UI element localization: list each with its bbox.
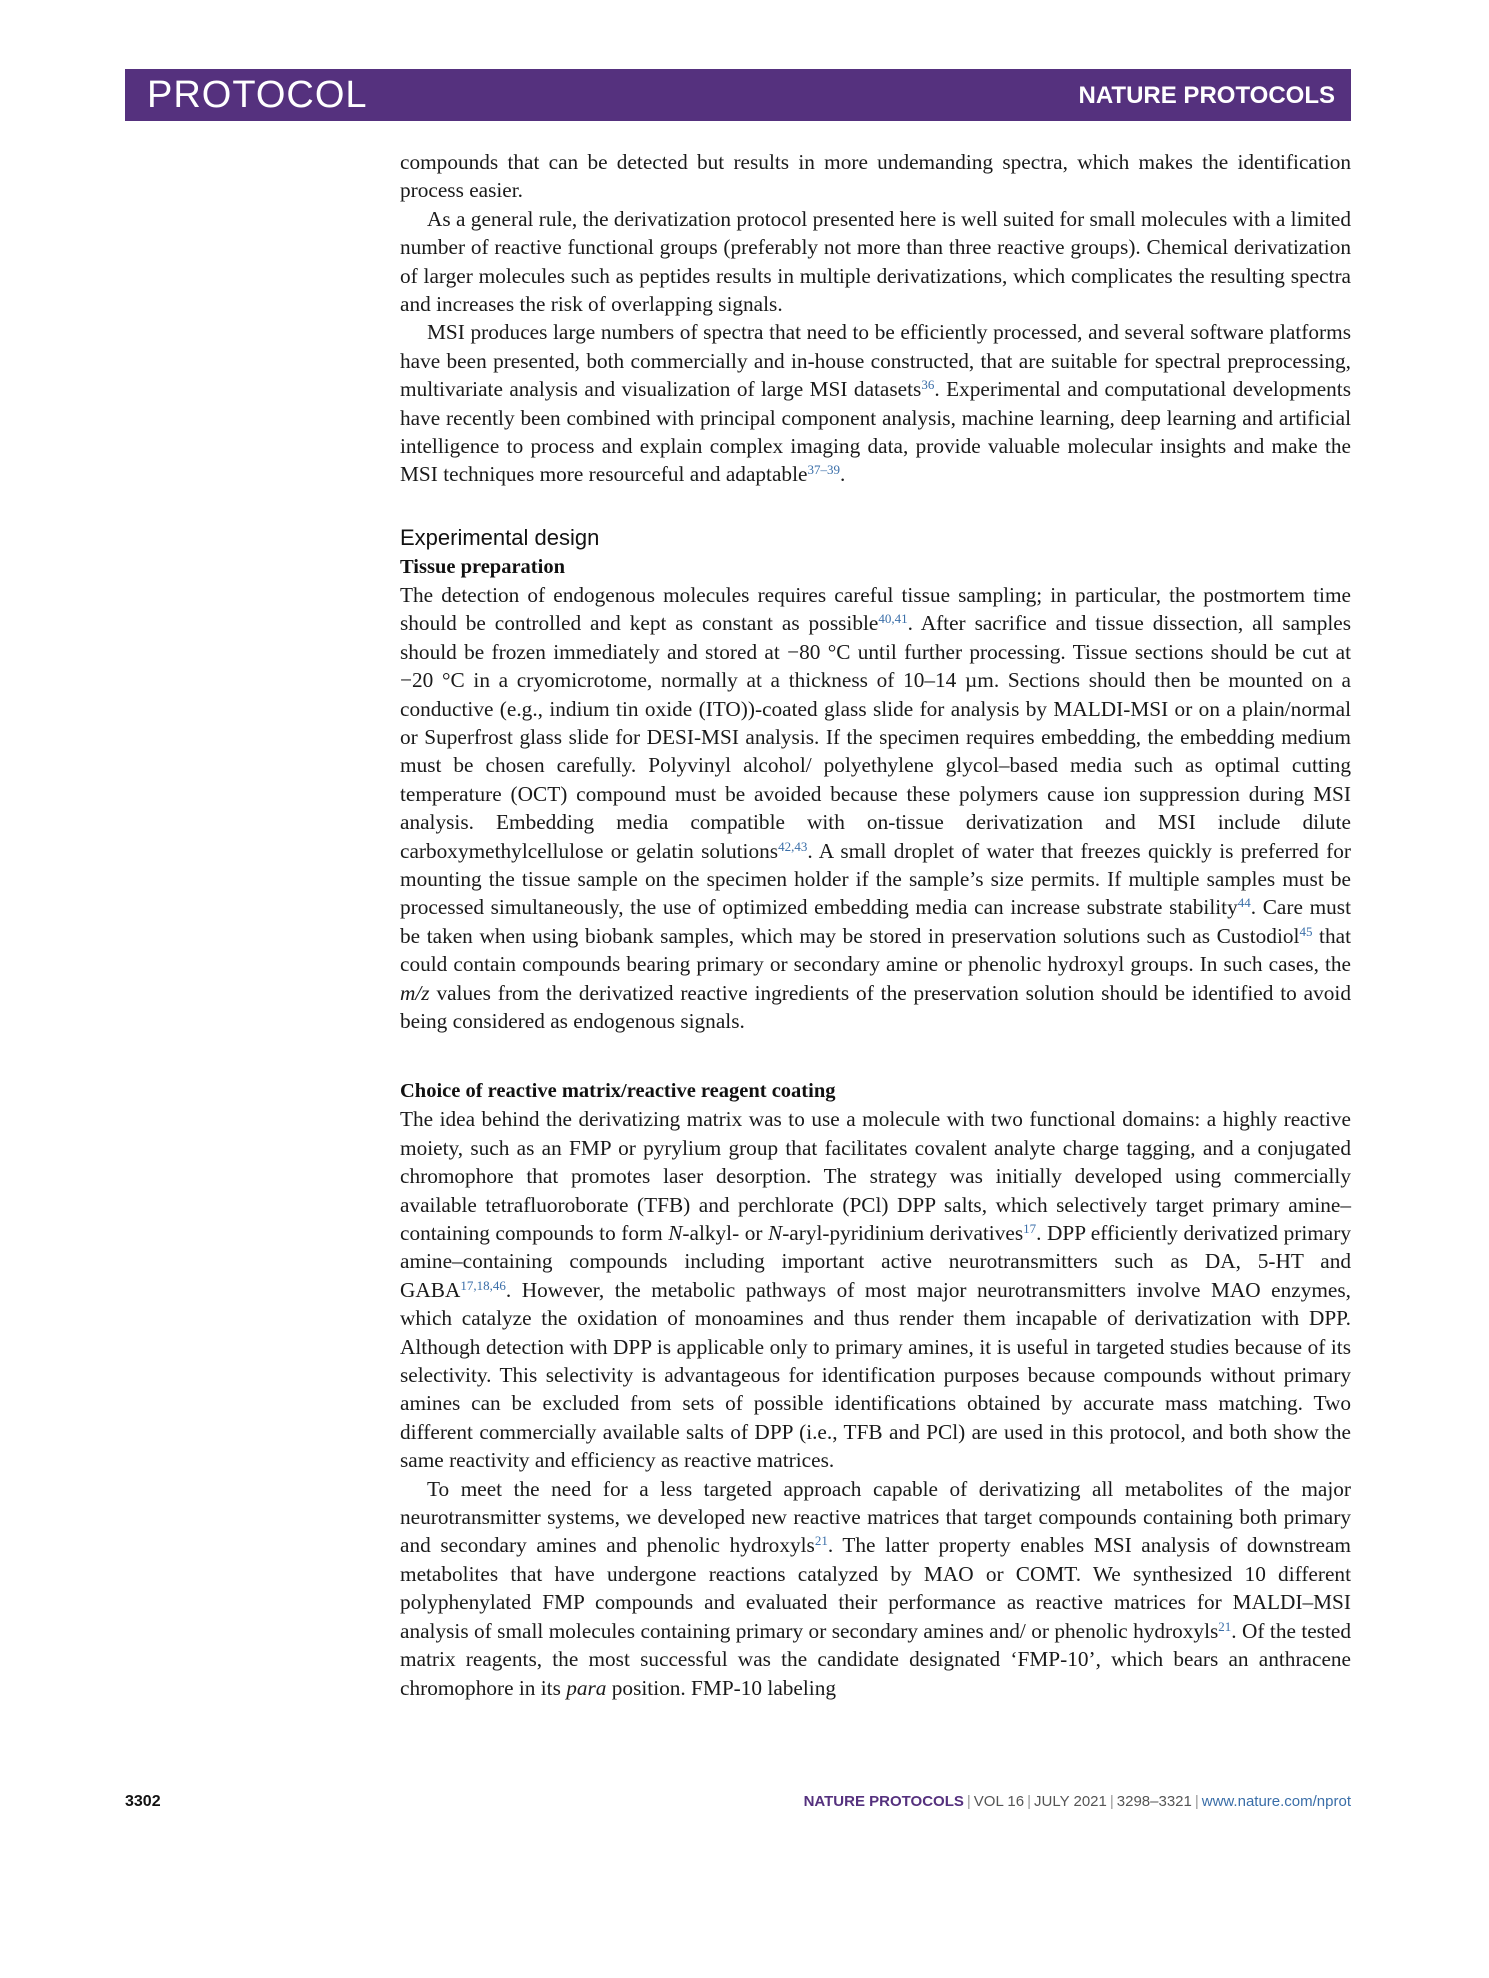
journal-name: NATURE PROTOCOLS <box>1078 82 1335 109</box>
page-number: 3302 <box>125 1793 161 1810</box>
reference-link[interactable]: 45 <box>1299 923 1313 939</box>
section-heading: Experimental design <box>400 524 600 550</box>
footer-citation: NATURE PROTOCOLS | VOL 16 | JULY 2021 | 3298–3321 | www.nature.com/nprot <box>803 1793 1351 1810</box>
subsection-heading-tissue-preparation: Tissue preparation <box>400 555 565 578</box>
paragraph-6: To meet the need for a less targeted approach capable of derivatizing all metabolites of the major neurotransmitter systems, we developed new reactive matrices that target compounds containing both primary and secondary amines and phenolic hydroxyls$^{21}$. The latter property enables MSI analysis of downstream metabolites that have undergone reactions catalyzed by MAO or COMT. We synthesized 10 different polyphenylated FMP compounds and evaluated their performance as reactive matrices for MALDI–MSI analysis of small molecules containing primary or secondary amines and/ or phenolic hydroxyls$^{21}$. Of the tested matrix reagents, the most successful was the candidate designated ‘FMP-10’, which bears an anthracene chromophore in its para position. FMP-10 labeling <box>400 1476 1351 1700</box>
paragraph-1: compounds that can be detected but results in more undemanding spectra, which makes the identification process easier. <box>400 150 1351 203</box>
paragraph-5: The idea behind the derivatizing matrix was to use a molecule with two functional domains: a highly reactive moiety, such as an FMP or pyrylium group that facilitates covalent analyte charge tagging, and a conjugated chromophore that promotes laser desorption. The strategy was initially developed using commercially available tetrafluoroborate (TFB) and perchlorate (PCl) DPP salts, which selectively target primary amine–containing compounds to form N-alkyl- or N-aryl-pyridinium derivatives$^{17}$. DPP efficiently derivatized primary amine–containing compounds including important active neurotransmitters such as DA, 5-HT and GABA$^{17,18,46}$. However, the metabolic pathways of most major neurotransmitters involve MAO enzymes, which catalyze the oxidation of monoamines and thus render them incapable of derivatization with DPP. Although detection with DPP is applicable only to primary amines, it is useful in targeted studies because of its selectivity. This selectivity is advantageous for identification purposes because compounds without primary amines can be excluded from sets of possible identifications obtained by accurate mass matching. Two different commercially available salts of DPP (i.e., TFB and PCl) are used in this protocol, and both show the same reactivity and efficiency as reactive matrices. <box>400 1107 1351 1473</box>
reference-link[interactable]: 17,18,46 <box>460 1277 506 1293</box>
paragraph-4: The detection of endogenous molecules requires careful tissue sampling; in particular, the postmortem time should be controlled and kept as constant as possible$^{40,41}$. After sacrifice and tissue dissection, all samples should be frozen immediately and stored at −80 °C until further processing. Tissue sections should be cut at −20 °C in a cryomicrotome, normally at a thickness of 10–14 µm. Sections should then be mounted on a conductive (e.g., indium tin oxide (ITO))-coated glass slide for analysis by MALDI-MSI or on a plain/normal or Superfrost glass slide for DESI-MSI analysis. If the specimen requires embedding, the embedding medium must be chosen carefully. Polyvinyl alcohol/ polyethylene glycol–based media such as optimal cutting temperature (OCT) compound must be avoided because these polymers cause ion suppression during MSI analysis. Embedding media compatible with on-tissue derivatization and MSI include dilute carboxymethylcellulose or gelatin solutions$^{42,43}$. A small droplet of water that freezes quickly is preferred for mounting the tissue sample on the specimen holder if the sample’s size permits. If multiple samples must be processed simultaneously, the use of optimized embedding media can increase substrate stability$^{44}$. Care must be taken when using biobank samples, which may be stored in preservation solutions such as Custodiol$^{45}$ that could contain compounds bearing primary or secondary amine or phenolic hydroxyl groups. In such cases, the m/z values from the derivatized reactive ingredients of the preservation solution should be identified to avoid being considered as endogenous signals. <box>400 582 1351 1033</box>
section-label: PROTOCOL <box>147 74 368 116</box>
subsection-heading-reactive-matrix: Choice of reactive matrix/reactive reagent coating <box>400 1080 836 1103</box>
footer-url-link[interactable]: www.nature.com/nprot <box>1201 1793 1351 1810</box>
reference-link[interactable]: 42,43 <box>778 838 808 854</box>
paragraph-3: MSI produces large numbers of spectra that need to be efficiently processed, and several software platforms have been presented, both commercially and in-house constructed, that are suitable for spectral preprocessing, multivariate analysis and visualization of large MSI datasets$^{36}$. Experimental and computational developments have recently been combined with principal component analysis, machine learning, deep learning and artificial intelligence to process and explain complex imaging data, provide valuable molecular insights and make the MSI techniques more resourceful and adaptable$^{37-39}$. <box>400 320 1351 487</box>
reference-link[interactable]: 21 <box>814 1533 828 1549</box>
header-banner <box>125 69 1351 121</box>
reference-link[interactable]: 36 <box>921 377 935 393</box>
reference-link[interactable]: 21 <box>1218 1618 1232 1634</box>
footer-volume: VOL 16 <box>973 1793 1025 1810</box>
reference-link[interactable]: 44 <box>1237 895 1251 911</box>
footer-date: JULY 2021 <box>1034 1793 1107 1810</box>
paragraph-2: As a general rule, the derivatization protocol presented here is well suited for small molecules with a limited number of reactive functional groups (preferably not more than three reactive groups). Chemical derivatization of larger molecules such as peptides results in multiple derivatizations, which complicates the resulting spectra and increases the risk of overlapping signals. <box>400 206 1351 317</box>
reference-link[interactable]: 40,41 <box>878 611 908 627</box>
footer-pages: 3298–3321 <box>1116 1793 1192 1810</box>
article-body <box>400 148 1351 1702</box>
footer-journal: NATURE PROTOCOLS <box>803 1793 964 1810</box>
reference-link[interactable]: 37–39 <box>807 462 840 478</box>
reference-link[interactable]: 17 <box>1023 1221 1037 1236</box>
